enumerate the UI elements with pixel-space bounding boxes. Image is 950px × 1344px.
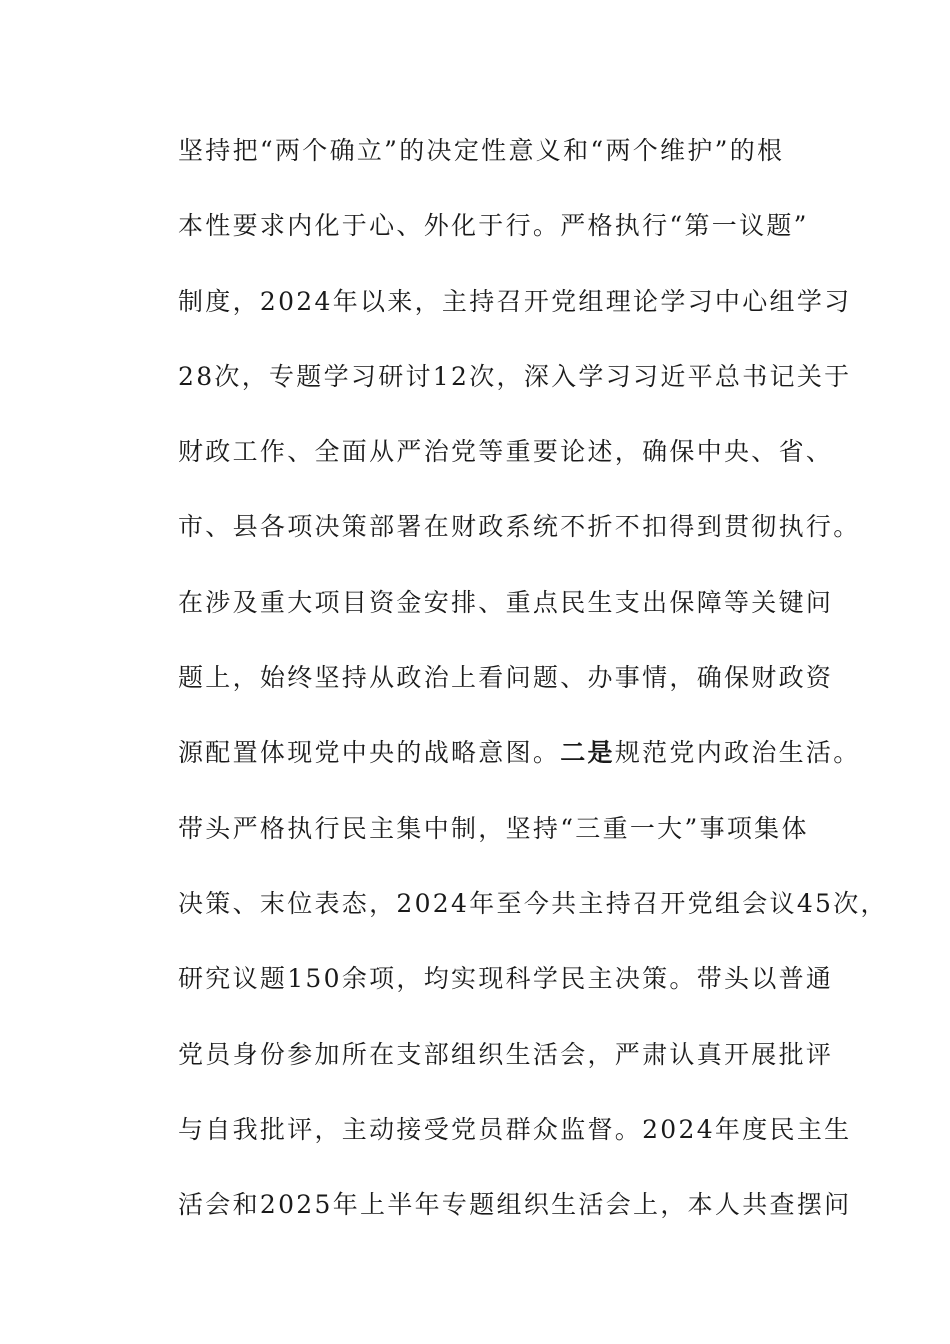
text-line: 坚持把“两个确立”的决定性意义和“两个维护”的根	[178, 136, 785, 165]
emphasis-label: 二是	[560, 738, 615, 768]
text-line: 党员身份参加所在支部组织生活会，严肃认真开展批评	[178, 1039, 834, 1069]
text-line: 制度，2024年以来，主持召开党组理论学习中心组学习	[178, 286, 852, 316]
text-segment: 源配置体现党中央的战略意图。	[178, 738, 561, 768]
body-paragraph	[178, 128, 888, 1257]
text-line: 题上，始终坚持从政治上看问题、办事情，确保财政资	[178, 663, 834, 693]
text-line: 本性要求内化于心、外化于行。严格执行“第一议题”	[178, 211, 809, 241]
text-line: 28次，专题学习研讨12次，深入学习习近平总书记关于	[178, 361, 852, 391]
text-line: 活会和2025年上半年专题组织生活会上，本人共查摆问	[178, 1190, 852, 1220]
text-line: 带头严格执行民主集中制，坚持“三重一大”事项集体	[178, 813, 809, 843]
text-line: 决策、末位表态，2024年至今共主持召开党组会议45次，	[178, 888, 888, 918]
text-line: 市、县各项决策部署在财政系统不折不扣得到贯彻执行。	[178, 512, 861, 542]
text-line: 研究议题150余项，均实现科学民主决策。带头以普通	[178, 964, 834, 994]
text-line-mixed	[178, 730, 861, 805]
text-line: 与自我批评，主动接受党员群众监督。2024年度民主生	[178, 1114, 852, 1144]
text-segment: 规范党内政治生活。	[614, 738, 861, 768]
text-line: 在涉及重大项目资金安排、重点民生支出保障等关键问	[178, 587, 834, 617]
text-line: 财政工作、全面从严治党等重要论述，确保中央、省、	[178, 437, 834, 467]
